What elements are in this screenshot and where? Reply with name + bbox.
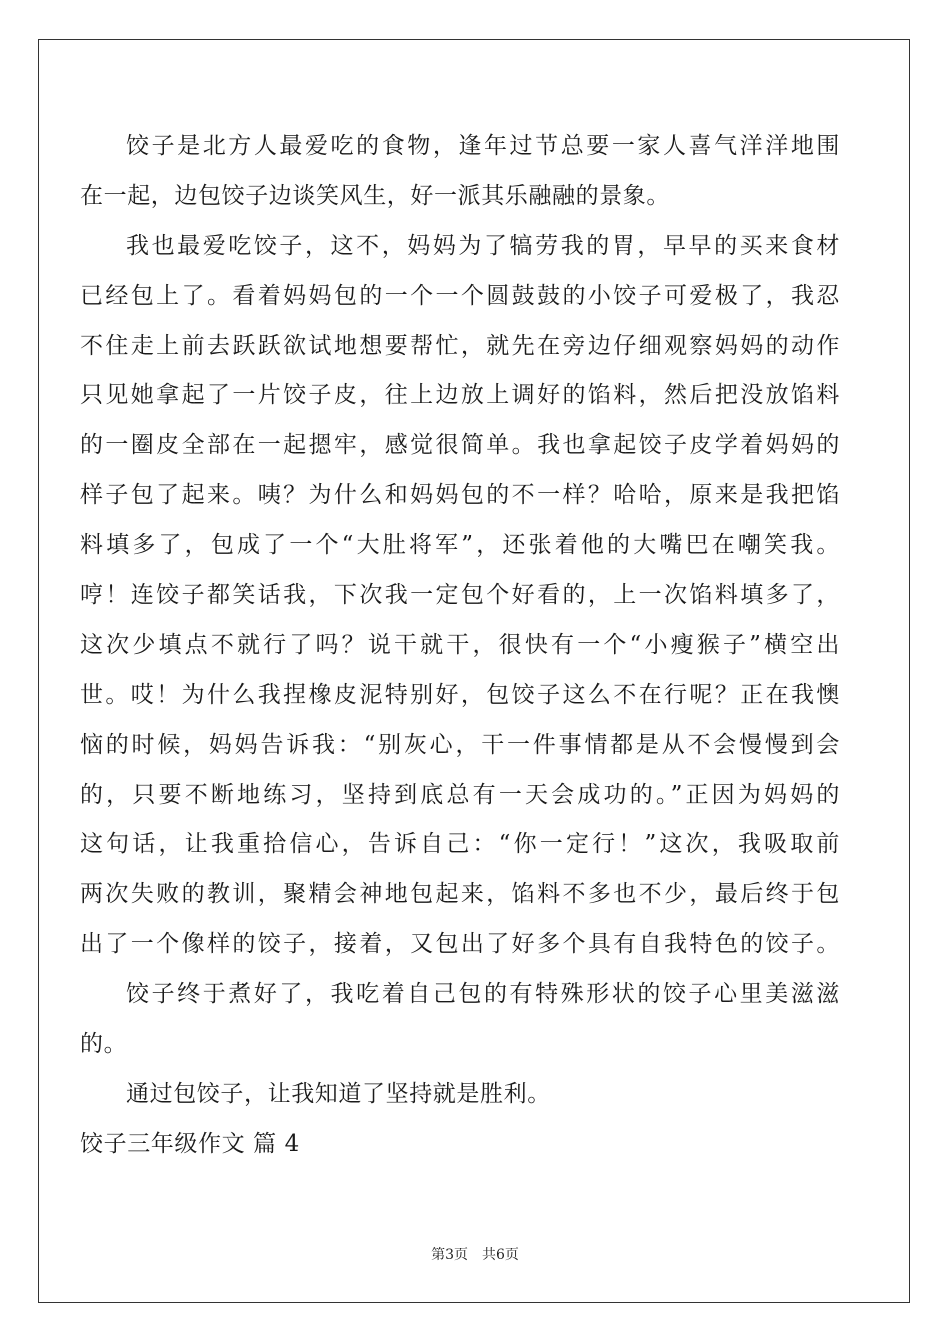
page-footer (0, 1245, 950, 1265)
text-line: 世。哎！为什么我捏橡皮泥特别好，包饺子这么不在行呢？正在我懊 (80, 681, 840, 708)
text-line: 样子包了起来。咦？为什么和妈妈包的不一样？哈哈，原来是我把馅 (80, 482, 840, 509)
text-line: 只见她拿起了一片饺子皮，往上边放上调好的馅料，然后把没放馅料 (80, 382, 840, 409)
essay-body (80, 128, 840, 1176)
text-line: 这句话，让我重拾信心，告诉自己：“你一定行！”这次，我吸取前 (80, 831, 840, 858)
text-line: 我也最爱吃饺子，这不，妈妈为了犒劳我的胃，早早的买来食材 (126, 232, 840, 259)
text-line: 两次失败的教训，聚精会神地包起来，馅料不多也不少，最后终于包 (80, 881, 840, 908)
page-number: 第3页 (431, 1247, 468, 1263)
text-line: 在一起，边包饺子边谈笑风生，好一派其乐融融的景象。 (80, 182, 670, 209)
text-line: 这次少填点不就行了吗？说干就干，很快有一个“小瘦猴子”横空出 (80, 631, 840, 658)
text-line: 饺子终于煮好了，我吃着自己包的有特殊形状的饺子心里美滋滋 (126, 981, 840, 1008)
page-total: 共6页 (482, 1247, 519, 1263)
text-line: 已经包上了。看着妈妈包的一个一个圆鼓鼓的小饺子可爱极了，我忍 (80, 282, 840, 309)
text-line: 不住走上前去跃跃欲试地想要帮忙，就先在旁边仔细观察妈妈的动作 (80, 332, 840, 359)
text-line: 饺子是北方人最爱吃的食物，逢年过节总要一家人喜气洋洋地围 (126, 133, 840, 159)
text-line: 的，只要不断地练习，坚持到底总有一天会成功的。”正因为妈妈的 (80, 781, 840, 808)
text-line: 恼的时候，妈妈告诉我：“别灰心，干一件事情都是从不会慢慢到会 (80, 731, 840, 758)
text-line: 料填多了，包成了一个“大肚将军”，还张着他的大嘴巴在嘲笑我。 (80, 532, 840, 559)
text-line: 的一圈皮全部在一起摁牢，感觉很简单。我也拿起饺子皮学着妈妈的 (80, 432, 840, 459)
section-heading: 饺子三年级作文 篇 4 (80, 1130, 300, 1157)
text-line: 出了一个像样的饺子，接着，又包出了好多个具有自我特色的饺子。 (80, 931, 840, 958)
text-line: 哼！连饺子都笑话我，下次我一定包个好看的，上一次馅料填多了， (80, 582, 840, 609)
text-line: 的。 (80, 1031, 128, 1058)
text-line: 通过包饺子，让我知道了坚持就是胜利。 (126, 1080, 551, 1107)
